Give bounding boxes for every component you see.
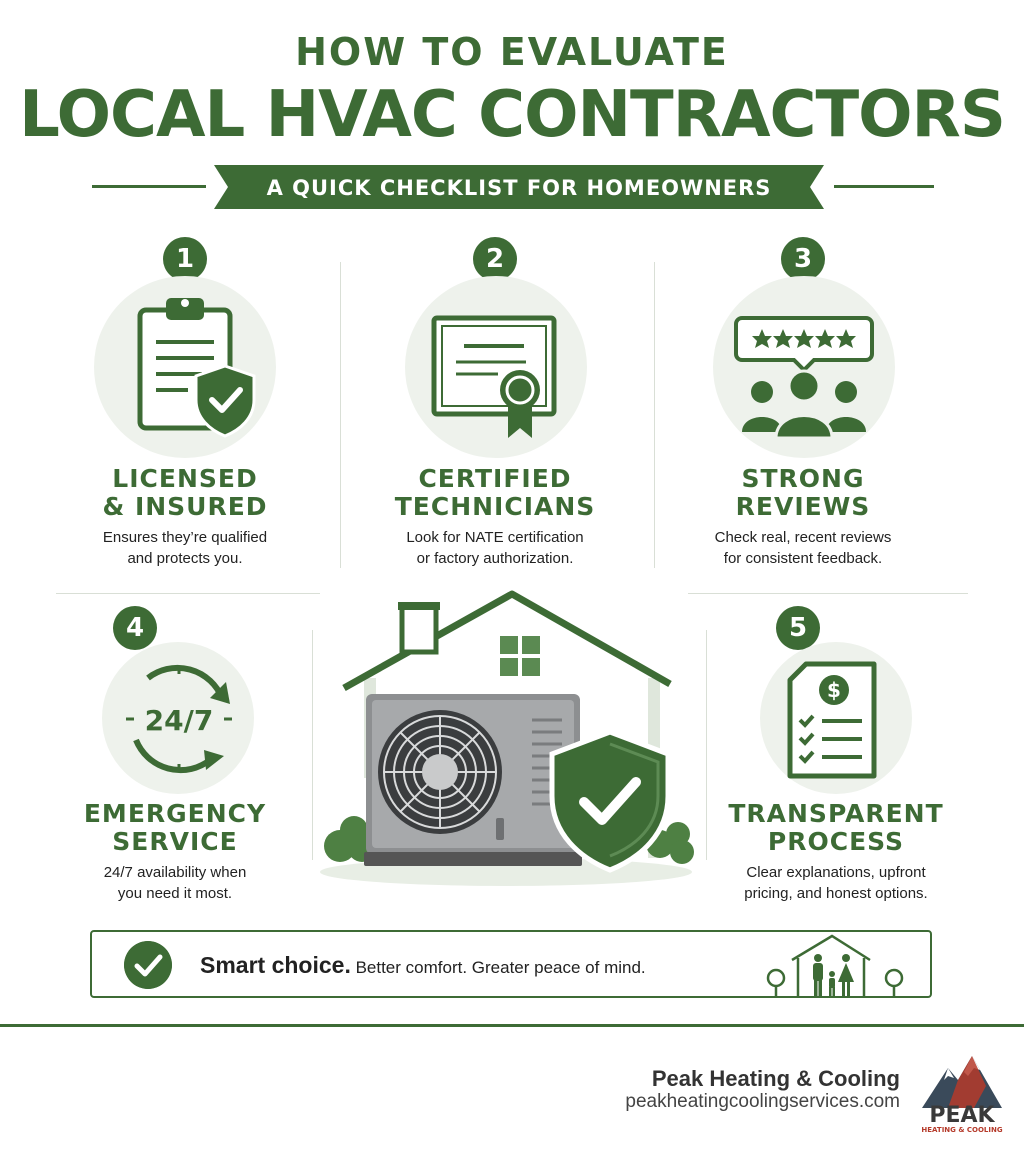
item-title: LICENSED & INSURED	[102, 464, 268, 521]
clock-text: 24/7	[144, 704, 214, 737]
invoice-checklist-icon	[784, 660, 884, 782]
row-divider	[688, 593, 968, 594]
peak-logo	[918, 1050, 1006, 1136]
item-description: 24/7 availability when you need it most.	[103, 864, 247, 902]
footer-divider	[0, 1024, 1024, 1027]
banner-message	[200, 952, 646, 979]
certificate-icon	[428, 310, 568, 442]
item-title: STRONG REVIEWS	[735, 464, 871, 521]
item-title: EMERGENCY SERVICE	[83, 799, 267, 856]
company-url[interactable]: peakheatingcoolingservices.com	[625, 1091, 900, 1112]
banner-rest: Better comfort. Greater peace of mind.	[350, 958, 646, 977]
title-small: HOW TO EVALUATE	[295, 30, 729, 74]
family-home-icon	[762, 932, 912, 998]
item-description: Ensures they’re qualified and protects you.	[102, 529, 268, 567]
item-title: TRANSPARENT PROCESS	[728, 799, 944, 856]
step-number-badge: 3	[781, 237, 825, 281]
title-main: LOCAL HVAC CONTRACTORS	[19, 78, 1005, 152]
subtitle: A QUICK CHECKLIST FOR HOMEOWNERS	[266, 176, 772, 200]
column-divider	[654, 262, 655, 568]
logo-subtext: HEATING & COOLING	[921, 1126, 1003, 1134]
item-description: Clear explanations, upfront pricing, and honest options.	[744, 864, 928, 902]
row-divider	[56, 593, 320, 594]
column-divider	[340, 262, 341, 568]
logo-text: PEAK	[929, 1103, 995, 1128]
reviews-people-icon	[734, 312, 874, 440]
clock-24-7-icon	[118, 658, 240, 780]
item-description: Check real, recent reviews for consistent feedback.	[714, 529, 892, 567]
banner-strong: Smart choice.	[200, 952, 351, 978]
house-ac-unit-illustration	[318, 590, 706, 890]
item-description: Look for NATE certification or factory authorization.	[406, 529, 584, 567]
company-name: Peak Heating & Cooling	[651, 1066, 900, 1091]
step-number-badge: 1	[163, 237, 207, 281]
step-number-badge: 5	[776, 606, 820, 650]
clipboard-shield-icon	[122, 290, 262, 440]
step-number-badge: 2	[473, 237, 517, 281]
divider-right	[834, 185, 934, 188]
dollar-sign: $	[827, 678, 841, 702]
step-number-badge: 4	[113, 606, 157, 650]
check-circle-icon	[124, 941, 172, 989]
item-title: CERTIFIED TECHNICIANS	[394, 464, 596, 521]
divider-left	[92, 185, 206, 188]
